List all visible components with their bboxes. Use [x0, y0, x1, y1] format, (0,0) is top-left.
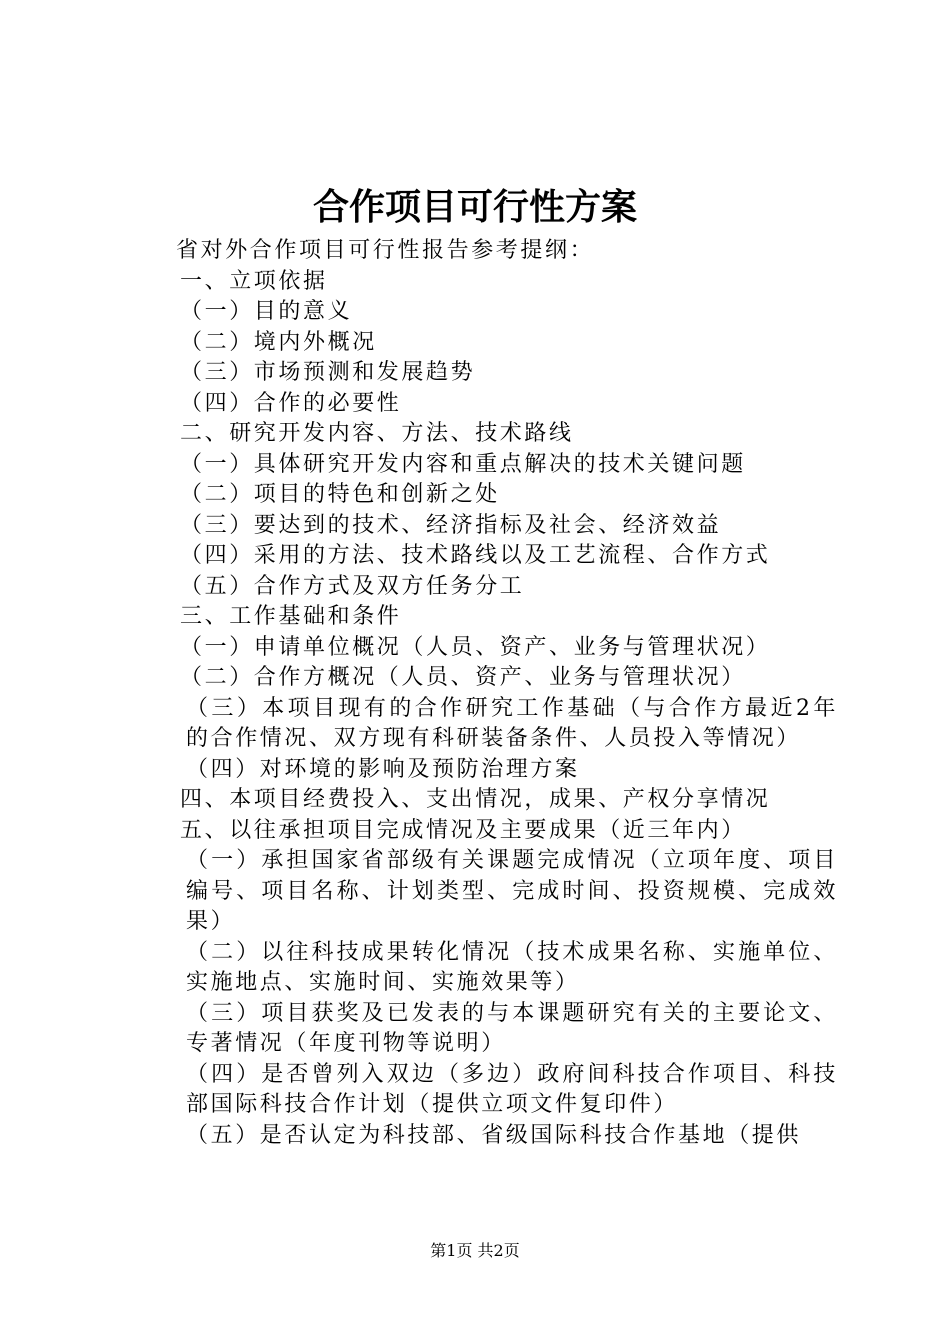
subsection-line: （二）合作方概况（人员、资产、业务与管理状况）	[180, 665, 746, 690]
subsection-line: （二）境内外概况	[180, 329, 377, 355]
page-footer: 第1页 共2页	[430, 1241, 520, 1260]
section-heading: 二、研究开发内容、方法、技术路线	[180, 421, 574, 446]
subsection-line: （一）目的意义	[180, 299, 353, 324]
section-heading: 三、工作基础和条件	[180, 604, 402, 629]
document-body	[128, 236, 838, 1151]
section-heading: 四、本项目经费投入、支出情况，成果、产权分享情况	[180, 787, 771, 812]
subsection-line: （四）合作的必要性	[180, 390, 402, 416]
section-heading: 一、立项依据	[180, 268, 328, 294]
subsection-line: （四）采用的方法、技术路线以及工艺流程、合作方式	[180, 543, 771, 568]
document-line: 省对外合作项目可行性报告参考提纲：	[176, 238, 595, 263]
subsection-line: （三）要达到的技术、经济指标及社会、经济效益	[180, 512, 722, 538]
section-heading: 五、以往承担项目完成情况及主要成果（近三年内）	[180, 817, 746, 843]
subsection-paragraph: （三）本项目现有的合作研究工作基础（与合作方最近2年的合作情况、双方现有科研装备条件、人员投入等情况）	[186, 695, 838, 751]
subsection-line: （四）对环境的影响及预防治理方案	[186, 756, 580, 782]
subsection-line: （一）申请单位概况（人员、资产、业务与管理状况）	[180, 634, 771, 660]
subsection-line: （五）合作方式及双方任务分工	[180, 573, 525, 599]
subsection-line: （三）市场预测和发展趋势	[180, 360, 476, 385]
subsection-paragraph: （三）项目获奖及已发表的与本课题研究有关的主要论文、专著情况（年度刊物等说明）	[186, 1000, 838, 1056]
subsection-line: （二）项目的特色和创新之处	[180, 482, 500, 507]
subsection-paragraph: （四）是否曾列入双边（多边）政府间科技合作项目、科技部国际科技合作计划（提供立项文件复印件）	[186, 1061, 838, 1117]
page-title: 合作项目可行性方案	[312, 187, 637, 228]
subsection-line: （五）是否认定为科技部、省级国际科技合作基地（提供	[186, 1122, 802, 1148]
subsection-paragraph: （一）承担国家省部级有关课题完成情况（立项年度、项目编号、项目名称、计划类型、完成时间、投资规模、完成效果）	[186, 848, 838, 934]
subsection-paragraph: （二）以往科技成果转化情况（技术成果名称、实施单位、实施地点、实施时间、实施效果等）	[186, 939, 838, 995]
subsection-line: （一）具体研究开发内容和重点解决的技术关键问题	[180, 451, 746, 477]
